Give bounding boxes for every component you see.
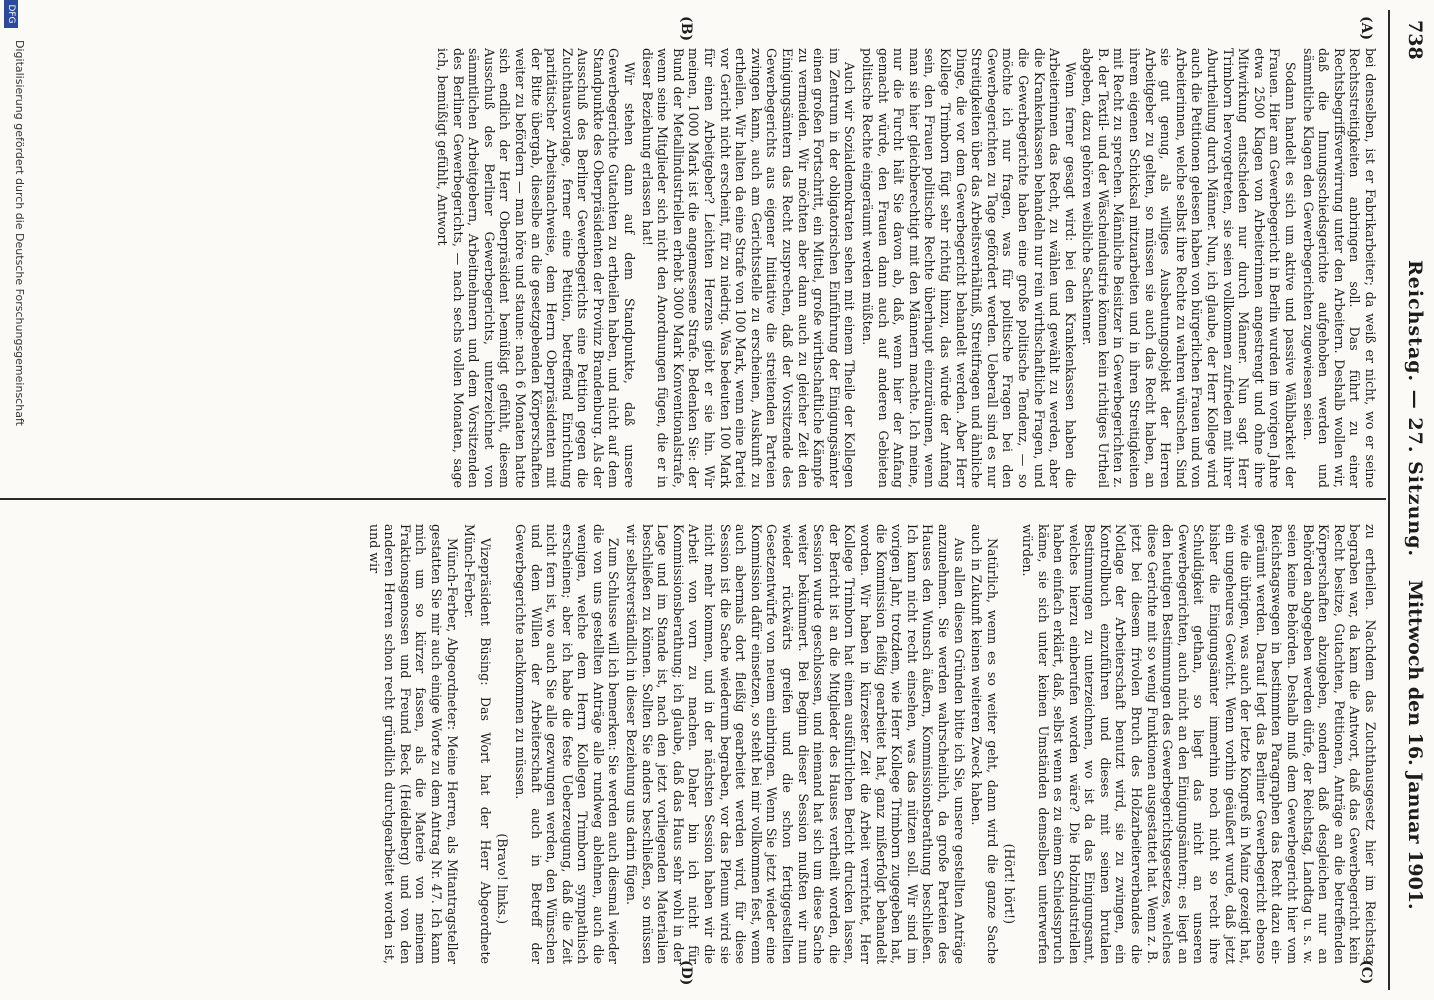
paragraph: Zum Schlusse will ich bemerken: Sie werden auch diesmal wieder die von uns gestellten Anträge alle rundweg ablehnen, auch die wenigen, welche dem Herrn Kollegen Trimborn sympathisch erscheinen; aber ich habe die feste Ueberzeugung, daß die Zeit nicht fern ist, wo auch Sie alle gezwungen werden, den Wünschen und dem Willen der Arbeiterschaft auch in Betreff der Gewerbegerichte nachkommen zu müssen. xyxy=(512,524,622,964)
page-number: 738 xyxy=(1404,20,1426,60)
digitization-credit: Digitalisierung gefördert durch die Deutsche Forschungsgemeinschaft xyxy=(13,40,26,426)
paragraph: Wir stehen dann auf dem Standpunkte, daß unsere Gewerbegerichte Gutachten zu ertheilen haben, und nicht auf dem Standpunkte des Oberpräsidenten der Provinz Brandenburg. Als der Ausschuß des Berliner Gewerbegerichts eine Petition gegen die Zuchthausvorlage, ferner eine Petition, betreffend Einrichtung paritätischer Arbeitsnachweise, dem Herrn Oberpräsidenten mit der Bitte übergab, dieselbe an die gesetzgebenden Körperschaften weiter zu befördern — man höre und staune: nach 6 Monaten hatte sich endlich der Herr Oberpräsident bemüßigt gefühlt, diesem Ausschuß des Berliner Gewerbegerichts, unterzeichnet von sämmtlichen Arbeitgebern, Arbeitnehmern und dem Vorsitzenden des Berliner Gewerbegerichts, — nach sechs vollen Monaten, sage ich, bemüßigt gefühlt, Antwort xyxy=(434,48,638,488)
paragraph: bei denselben, ist er Fabrikarbeiter; da weiß er nicht, wo er seine Rechtsstreitigkeiten anbringen soll. Das führt zu einer Rechtsbegriffsverwirrung unter den Arbeitern. Deshalb wollen wir, daß die Innungsschiedsgerichte aufgehoben werden und sämmtliche Klagen den Gewerbegerichten zugewiesen seien. xyxy=(1300,48,1378,488)
margin-mark-d: (D) xyxy=(678,960,694,986)
margin-mark-b: (B) xyxy=(678,16,694,42)
left-column xyxy=(8,48,1378,488)
paragraph: Auch wir Sozialdemokraten sehen mit einem Theile der Kollegen im Zentrum in der obligatorischen Einführung der Einigungsämter einen großen Fortschritt, ein Mittel, große wirthschaftliche Kämpfe zu vermeiden. Wir möchten aber dann auch zu gleicher Zeit den Einigungsämtern das Recht zusprechen, daß der Vorsitzende des Gewerbegerichts aus eigener Initiative die streitenden Parteien zwingen kann, auch am Gerichtsstelle zu erscheinen, Auskunft zu ertheilen. Wir halten da eine Strafe von 100 Mark, wenn eine Partei vor Gericht nicht erscheint, für zu niedrig. Was bedeuten 100 Mark für einen Arbeitgeber? Leichten Herzens giebt er sie hin. Wir meinen, 1000 Mark ist die angemessene Strafe. Bedenken Sie: der Bund der Metallindustriellen erhebt 3000 Mark Konventionalstrafe, wenn seine Mitglieder sich nicht den Anordnungen fügen, die er in dieser Beziehung erlassen hat! xyxy=(639,48,858,488)
speaker-paragraph: Vizepräsident Büsing: Das Wort hat der Herr Abgeordnete Münch-Ferber. xyxy=(462,524,493,964)
paragraph: Sodann handelt es sich um aktive und passive Wählbarkeit der Frauen. Hier am Gewerbegericht in Berlin wurden im vorigen Jahre etwa 2500 Klagen von Arbeiterinnen angestrengt und ohne ihre Mitwirkung entschieden nur durch Männer. Nun sagt Herr Trimborn hervorgetreten, sie seien vollkommen zufrieden mit ihrer Aburtheilung durch Männer. Nun, ich glaube, der Herr Kollege wird auch die Petitionen gelesen haben von bürgerlichen Frauen und von Arbeiterinnen, welche selbst ihre Rechte zu wahren wünschen. Sind sie gut genug, als williges Ausbeutungsobjekt der Herren Arbeitgeber zu gelten, so müssen sie auch das Recht haben, an ihrem eigenen Schicksal mitzuarbeiten und in ihren Streitigkeiten mit Recht zu sprechen. Männliche Beisitzer in Gewerbegerichten z. B. der Textil- und der Wäscheindustrie können kein richtiges Urtheil abgeben, dazu gehören weibliche Sachkenner. xyxy=(1080,48,1299,488)
margin-mark-c: (C) xyxy=(1358,960,1374,985)
margin-mark-a: (A) xyxy=(1358,16,1374,41)
right-column xyxy=(8,524,1378,964)
page-header xyxy=(1392,20,1426,980)
header-rule xyxy=(1388,10,1390,990)
interjection: (Bravo! links.) xyxy=(495,833,511,924)
column-divider xyxy=(0,498,1386,500)
paragraph: Natürlich, wenn es so weiter geht, dann wird die ganze Sache auch in Zukunft keinen weiteren Zweck haben. xyxy=(969,524,1000,964)
digitization-footer xyxy=(4,0,30,1000)
interjection: (Hört! hört!) xyxy=(1002,843,1018,924)
session-date: Mittwoch den 16. Januar 1901. xyxy=(1404,580,1426,910)
paragraph: zu ertheilen. Nachdem das Zuchthausgesetz hier im Reichstag begraben war, da kam die Antwort, daß das Gewerbegericht kein Recht besitze, Gutachten, Petitionen, Anträge an die betreffenden Körperschaften abzugeben, sondern daß desgleichen nur an Behörden abgegeben werden dürfe, der Reichstag, Landtag u. s. w. seien keine Behörden. Deshalb muß dem Gewerbegericht hier vom Reichstagswegen in bestimmten Paragraphen das Recht dazu eingeräumt werden. Darauf legt das Berliner Gewerbegericht ebenso wie die übrigen, was auch der letzte Kongreß in Mainz gezeigt hat, ein ungeheures Gewicht. Wenn vorhin geäußert wurde, daß jetzt bisher die Einigungsämter immerhin noch nicht so recht ihre Schuldigkeit gethan, so liegt das nicht an unseren Gewerbegerichten, auch nicht an den Einigungsämtern; es liegt an den heutigen Bestimmungen des Gewerbegerichtsgesetzes, welches diese Gerichte mit so wenig Funktionen ausgestattet hat. Wenn z. B. jetzt bei diesem frivolen Bruch des Holzarbeiterverbandes die Notlage der Arbeiterschaft benutzt wird, sie zu zwingen, ein Kontrollbuch einzuführen und dieses mit seinen brutalen Bestimmungen zu unterzeichnen, wo ist da das Einigungsamt, welches hierzu einberufen worden wäre? Die Holzindustriellen haben einfach erklärt, daß, selbst wenn es zu einem Schiedsspruch käme, sie sich unter keinen Umständen demselben unterwerfen würden. xyxy=(1019,524,1378,964)
session-title: Reichstag. — 27. Sitzung. xyxy=(1404,260,1426,558)
paragraph: Aus allen diesen Gründen bitte ich Sie, unsere gestellten Anträge anzunehmen. Sie werden wahrscheinlich, da große Parteien des Hauses den Wunsch äußern, Kommissionsberathung beschließen. Ich kann nicht recht einsehen, was das nützen soll. Wir sind im vorigen Jahr, trotzdem, wie Herr Kollege Trimborn zugegeben hat, die Kommission fleißig gearbeitet hat, ganz mißerfolgt behandelt worden. Wir haben in kürzester Zeit die Arbeit verrichtet, Herr Kollege Trimborn hat einen ausführlichen Bericht drucken lassen, der Bericht ist an die Mitglieder des Hauses vertheilt worden, die Session wurde geschlossen, und niemand hat sich um diese Sache weiter bekümmert. Bei Beginn dieser Session mußten wir nun wieder rückwärts greifen und die schon fertiggestellten Gesetzentwürfe von neuem einbringen. Wenn Sie jetzt wieder eine Kommission dafür einsetzen, so steht bei mir vollkommen fest, wenn auch abermals dort fleißig gearbeitet werden wird, für diese Session ist die Sache wiederum begraben, vor das Plenum wird sie nicht mehr kommen, und in der nächsten Session haben wir die Arbeit von vorn zu machen. Daher bin ich nicht für Kommissionsberathung; ich glaube, daß das Haus sehr wohl in der Lage und im Stande ist, nach den jetzt vorliegenden Materialien beschließen zu können. Sollten Sie anders beschließen, so müssen wir selbstverständlich in dieser Beziehung uns darin fügen. xyxy=(624,524,967,964)
paragraph: Wenn ferner gesagt wird: bei den Krankenkassen haben die Arbeiterinnen das Recht, zu wählen und gewählt zu werden, aber die Krankenkassen behandeln nur rein wirthschaftliche Fragen, und die Gewerbegerichte haben eine große politische Tendenz, — so möchte ich nur fragen, was für politische Fragen bei den Gewerbegerichten zu Tage gefördert werden. Ueberall sind es nur Streitigkeiten über das Arbeitsverhältniß, Streitfragen und ähnliche Dinge, die vor dem Gewerbegericht behandelt werden. Aber Herr Kollege Trimborn fügt sehr richtig hinzu, das würde der Anfang sein, den Frauen politische Rechte überhaupt einzuräumen, wenn man sie hier gleichberechtigt mit den Männern machte. Ich meine, nur die Furcht hält Sie davon ab, daß, wenn hier der Anfang gemacht würde, den Frauen dann auch auf anderen Gebieten politische Rechte eingeräumt werden müßten. xyxy=(860,48,1078,488)
dfg-logo: DFG xyxy=(4,0,18,28)
speaker-paragraph: Münch-Ferber, Abgeordneter: Meine Herren, als Mitantragsteller gestatten Sie mir auch einige Worte zu dem Antrag Nr. 47. Ich kann mich um so kürzer fassen, als die Materie von meinem Fraktionsgenossen und Freund Beck (Heidelberg) und von den anderen Herren schon recht gründlich durchgearbeitet worden ist, und wir xyxy=(366,524,460,964)
